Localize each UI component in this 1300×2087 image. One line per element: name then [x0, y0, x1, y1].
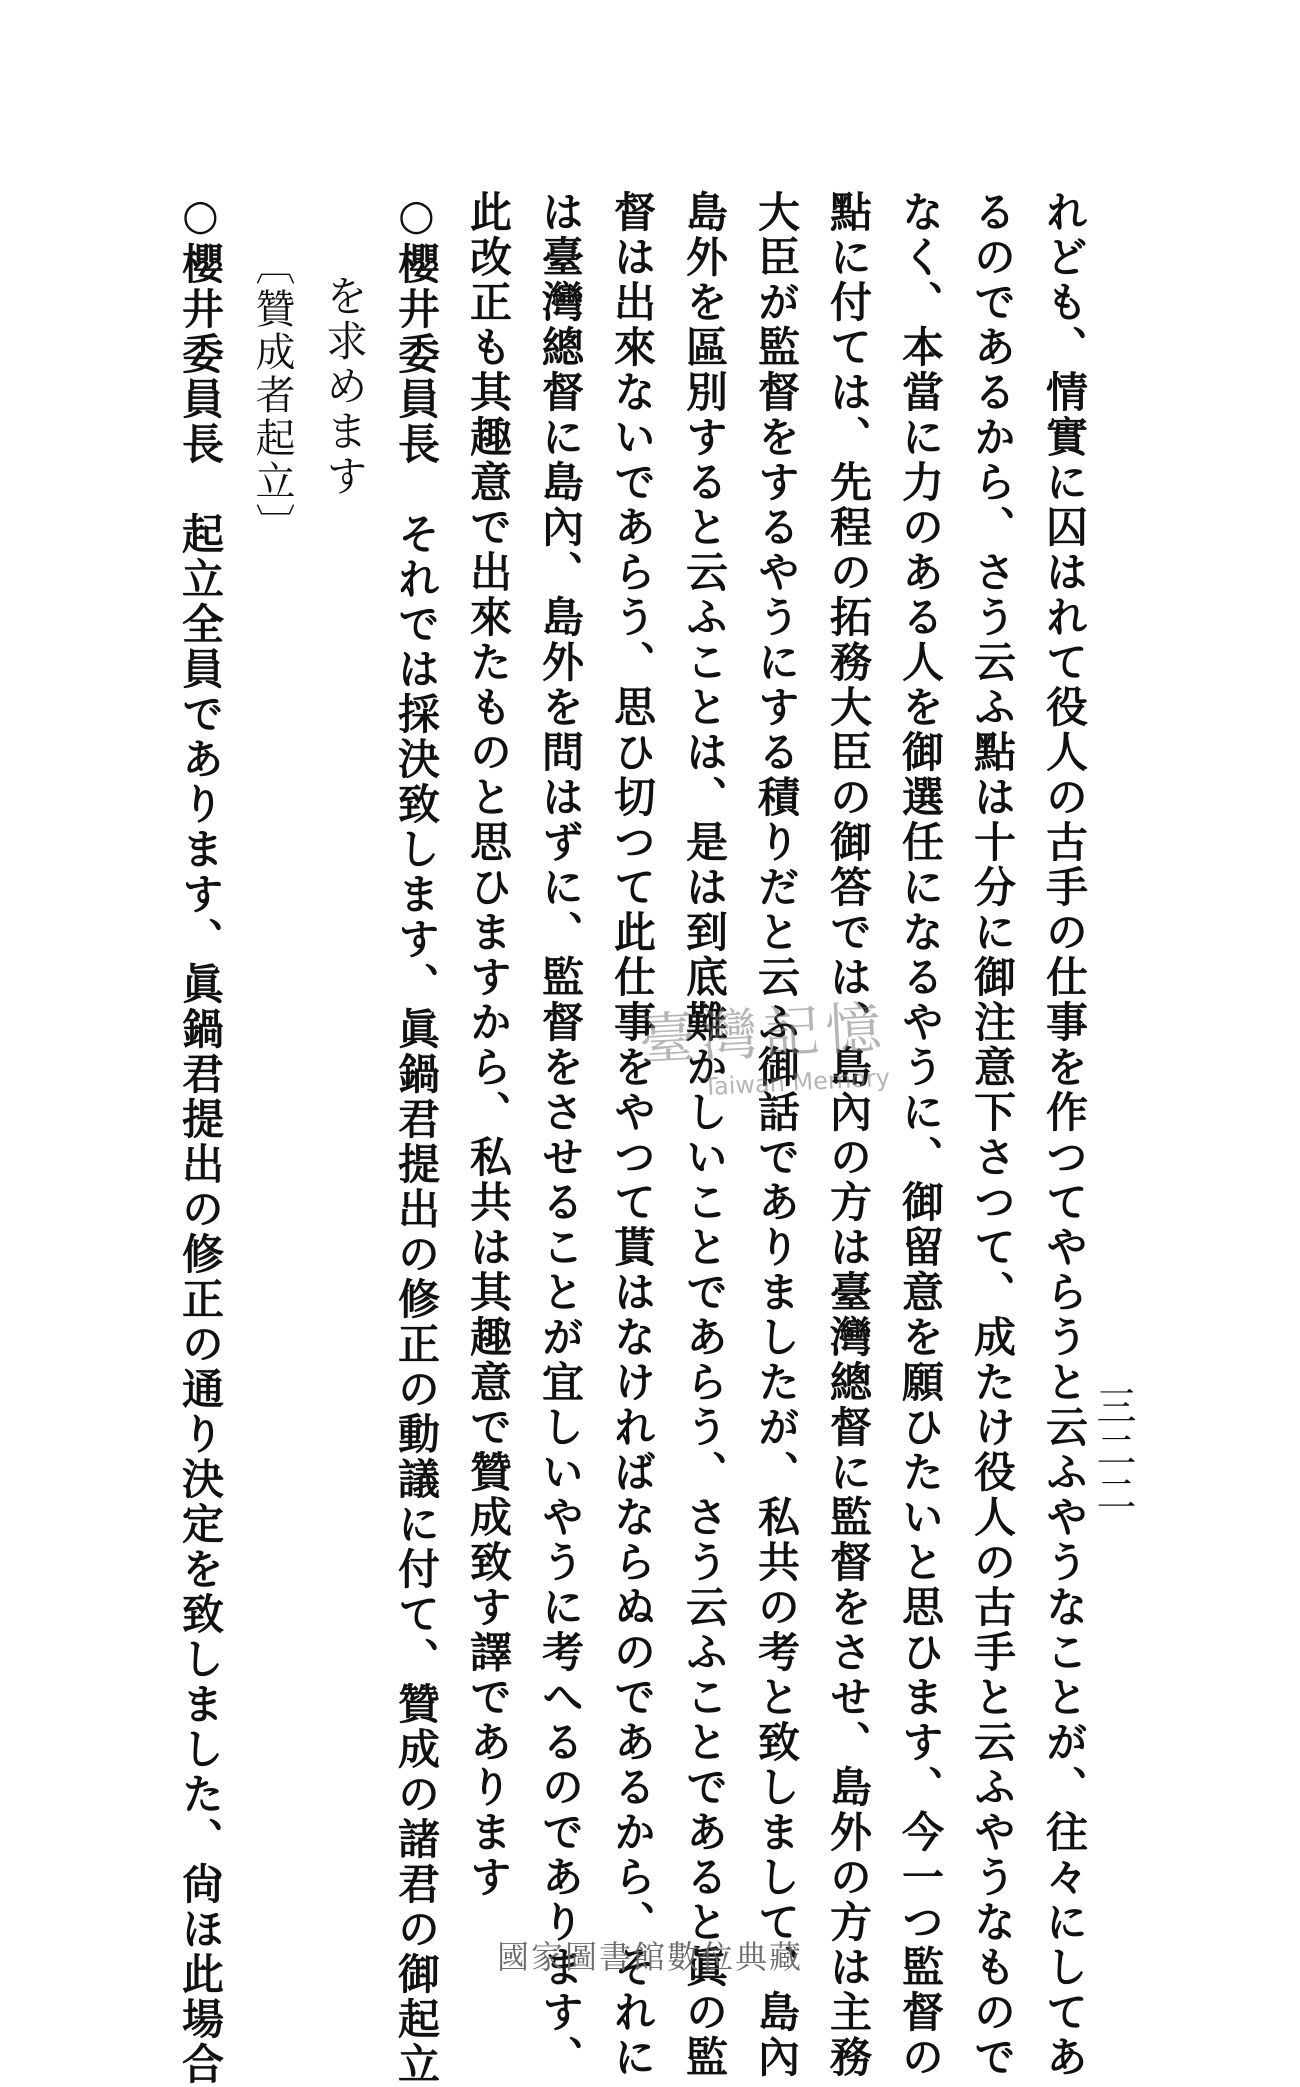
- speech-line: [164, 190, 236, 2087]
- page-number: 三二二: [1090, 1385, 1136, 1517]
- watermark-logo-text: 臺灣記憶: [637, 995, 890, 1074]
- text-line: 大臣が監督をするやうにする積りだと云ふ御話でありましたが、私共の考と致しまして、島內: [752, 190, 801, 2080]
- stage-direction: 〔贊成者起立〕: [249, 245, 295, 546]
- text-line: なく、本當に力のある人を御選任になるやうに、御留意を願ひたいと思ひます、今一つ監督の: [896, 190, 945, 2080]
- footer-caption: 國家圖書館數位典藏: [496, 1938, 803, 1976]
- watermark-logo: [637, 984, 890, 1105]
- text-line: 督は出來ないであらう、思ひ切つて此仕事をやつて貰はなければならぬのであるから、それに: [608, 190, 657, 2080]
- text-line: 島外を區別すると云ふことは、是は到底難かしいことであらう、さう云ふことであると眞の監: [680, 190, 729, 2080]
- speech-text: それでは採決致します、眞鍋君提出の修正の動議に付て、贊成の諸君の御起立: [392, 512, 441, 2087]
- watermark-label: Taiwan Memory: [702, 1063, 891, 1102]
- speech-line: [380, 190, 452, 2087]
- speech-continuation: を求めます: [320, 274, 369, 499]
- speech-text: 起立全員であります、眞鍋君提出の修正の通り決定を致しました、尙ほ此場合: [176, 512, 225, 2087]
- text-line: るのであるから、さう云ふ點は十分に御注意下さつて、成たけ役人の古手と云ふやうなもので: [968, 190, 1017, 2080]
- text-line: れども、情實に囚はれて役人の古手の仕事を作つてやらうと云ふやうなことが、往々にしてあ: [1040, 190, 1089, 2080]
- speaker-name: ○櫻井委員長: [392, 190, 441, 467]
- text-line: 點に付ては、先程の拓務大臣の御答では、島內の方は臺灣總督に監督をさせ、島外の方は主務: [824, 190, 873, 2080]
- text-line: は臺灣總督に島內、島外を問はずに、監督をさせることが宜しいやうに考へるのであります、: [536, 190, 585, 2080]
- speaker-name: ○櫻井委員長: [176, 190, 225, 467]
- text-line: 此改正も其趣意で出來たものと思ひますから、私共は其趣意で贊成致す譯であります: [464, 190, 513, 1900]
